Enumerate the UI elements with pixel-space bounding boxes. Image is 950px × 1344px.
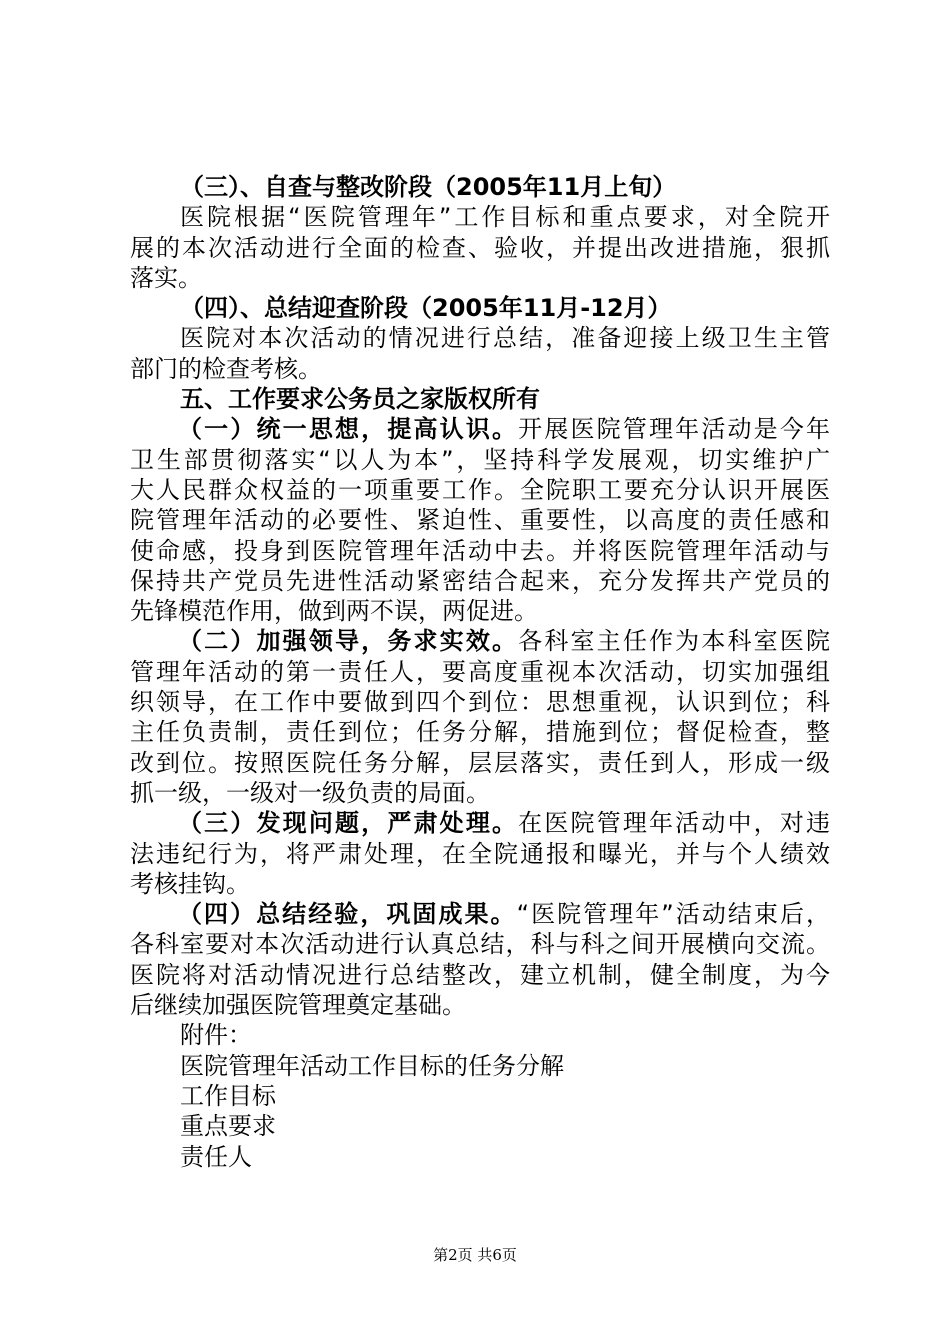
paragraph-line: 抓一级，一级对一级负责的局面。 xyxy=(130,778,490,807)
requirement-first-line xyxy=(130,626,830,656)
attachment-item: 工作目标 xyxy=(180,1081,276,1110)
paragraph-line: 卫生部贯彻落实“以人为本”，坚持科学发展观，切实维护广 xyxy=(130,445,830,474)
requirement-first-line xyxy=(130,808,830,838)
paragraph-line: 医院对本次活动的情况进行总结，准备迎接上级卫生主管 xyxy=(180,324,830,353)
attachment-item: 责任人 xyxy=(180,1142,252,1171)
attachment-item: 重点要求 xyxy=(180,1112,276,1141)
attachment-label: 附件： xyxy=(180,1021,252,1050)
requirement-lead: （三）发现问题，严肃处理。 xyxy=(178,809,519,838)
section-heading: 五、工作要求公务员之家版权所有 xyxy=(180,385,540,414)
requirement-first-line xyxy=(130,414,830,444)
paragraph-line: 考核挂钩。 xyxy=(130,869,250,898)
paragraph-line: 改到位。按照医院任务分解，层层落实，责任到人，形成一级 xyxy=(130,748,830,777)
paragraph-line: 主任负责制，责任到位；任务分解，措施到位；督促检查，整 xyxy=(130,718,830,747)
paragraph-line: 大人民群众权益的一项重要工作。全院职工要充分认识开展医 xyxy=(130,475,830,504)
paragraph-line: 部门的检查考核。 xyxy=(130,354,322,383)
requirement-lead: （二）加强领导，务求实效。 xyxy=(178,627,519,656)
document-body xyxy=(130,172,830,1172)
requirement-text: 各科室主任作为本科室医院 xyxy=(518,627,831,656)
requirement-text: 在医院管理年活动中，对违 xyxy=(518,809,831,838)
paragraph-line: 医院根据“医院管理年”工作目标和重点要求，对全院开 xyxy=(180,203,830,232)
requirement-first-line xyxy=(130,899,830,929)
page-number: 第2页 共6页 xyxy=(433,1246,517,1264)
paragraph-line: 展的本次活动进行全面的检查、验收，并提出改进措施，狠抓 xyxy=(130,233,830,262)
section-heading: （四）、总结迎查阶段（2005年11月-12月） xyxy=(180,294,672,323)
requirement-text: “医院管理年”活动结束后， xyxy=(516,900,831,929)
paragraph-line: 法违纪行为，将严肃处理，在全院通报和曝光，并与个人绩效 xyxy=(130,839,830,868)
paragraph-line: 织领导，在工作中要做到四个到位：思想重视，认识到位；科 xyxy=(130,688,830,717)
section-heading: （三）、自查与整改阶段（2005年11月上旬） xyxy=(180,173,677,201)
requirement-lead: （四）总结经验，巩固成果。 xyxy=(178,900,517,929)
paragraph-line: 院管理年活动的必要性、紧迫性、重要性，以高度的责任感和 xyxy=(130,506,830,535)
requirement-text: 开展医院管理年活动是今年 xyxy=(518,415,831,444)
paragraph-line: 管理年活动的第一责任人，要高度重视本次活动，切实加强组 xyxy=(130,657,830,686)
paragraph-line: 使命感，投身到医院管理年活动中去。并将医院管理年活动与 xyxy=(130,536,830,565)
paragraph-line: 保持共产党员先进性活动紧密结合起来，充分发挥共产党员的 xyxy=(130,566,830,595)
requirement-lead: （一）统一思想，提高认识。 xyxy=(178,415,519,444)
paragraph-line: 先锋模范作用，做到两不误，两促进。 xyxy=(130,597,538,626)
paragraph-line: 各科室要对本次活动进行认真总结，科与科之间开展横向交流。 xyxy=(130,930,830,959)
paragraph-line: 医院将对活动情况进行总结整改，建立机制，健全制度，为今 xyxy=(130,960,830,989)
paragraph-line: 后继续加强医院管理奠定基础。 xyxy=(130,991,466,1020)
paragraph-line: 落实。 xyxy=(130,263,202,292)
attachment-item: 医院管理年活动工作目标的任务分解 xyxy=(180,1051,564,1080)
